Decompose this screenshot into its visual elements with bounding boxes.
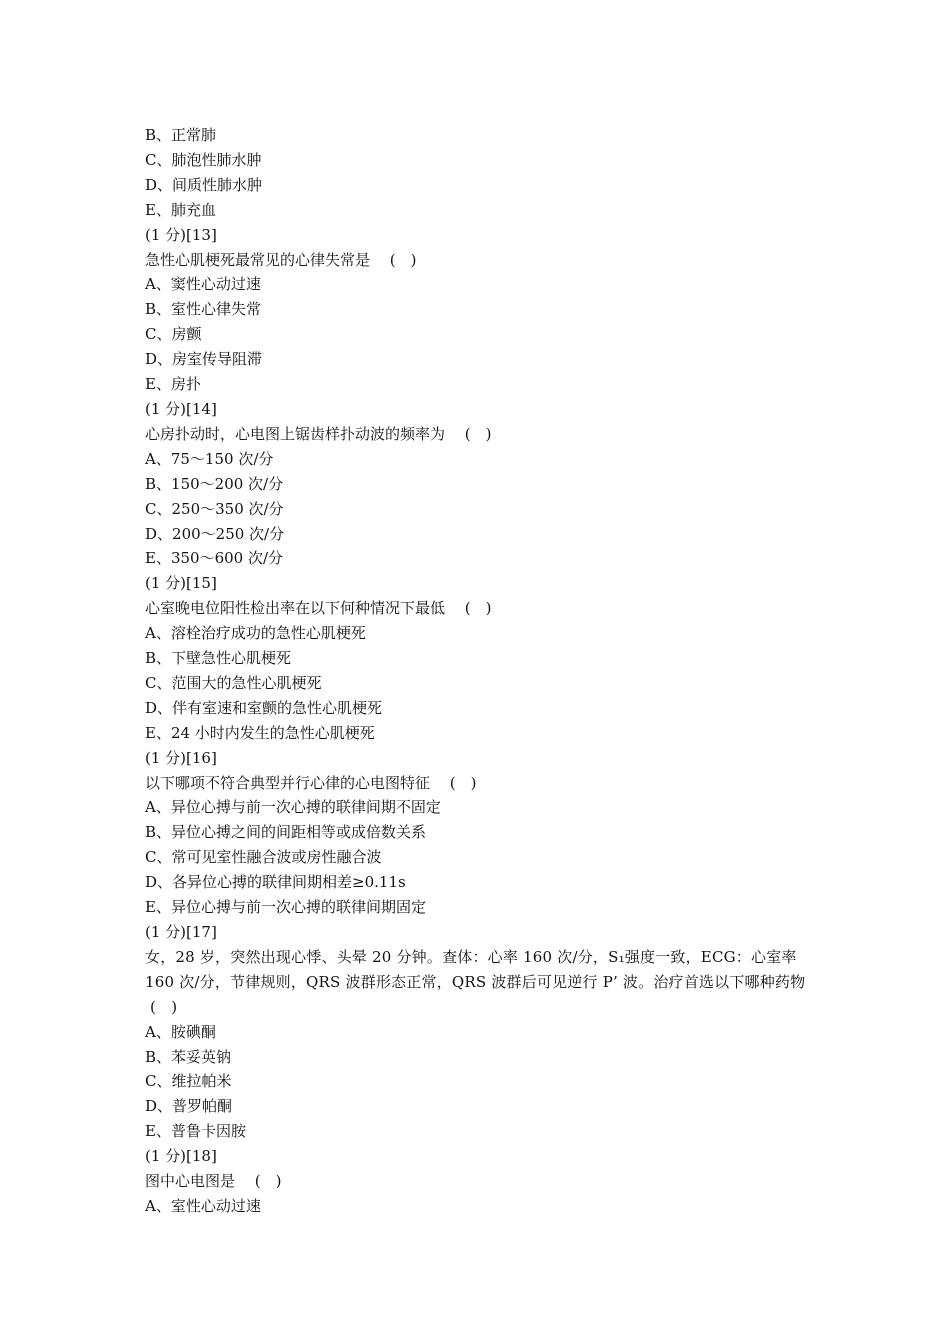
question-number: (1 分)[14] [145,399,217,418]
option-line: D、伴有室速和室颤的急性心肌梗死 [145,698,383,717]
question-number: (1 分)[16] [145,748,217,767]
question-stem-17 [145,945,810,1020]
option-line: B、正常肺 [145,126,217,144]
option-line: C、250～350 次/分 [145,499,284,518]
question-stem: 急性心肌梗死最常见的心律失常是 ( ) [145,250,417,269]
question-number: (1 分)[18] [145,1147,217,1166]
option-line: B、苯妥英钠 [145,1047,232,1066]
option-line: B、室性心律失常 [145,300,262,319]
question-stem: 以下哪项不符合典型并行心律的心电图特征 ( ) [145,773,477,792]
option-line: A、胺碘酮 [145,1022,216,1041]
option-line: D、普罗帕酮 [145,1097,233,1116]
option-line: E、房扑 [145,375,201,394]
option-line: D、各异位心搏的联律间期相差≥0.11s [145,873,406,892]
option-line: B、150～200 次/分 [145,474,284,493]
option-line: C、房颤 [145,325,202,344]
question-number: (1 分)[17] [145,923,217,941]
option-line: B、下壁急性心肌梗死 [145,649,292,668]
option-line: D、间质性肺水肿 [145,175,263,194]
option-line: E、肺充血 [145,200,216,219]
option-line: A、室性心动过速 [145,1196,261,1215]
question-block-1 [145,123,810,945]
document-page [145,123,810,1219]
question-block-2 [145,1020,810,1219]
option-line: A、75～150 次/分 [145,449,274,468]
option-line: C、肺泡性肺水肿 [145,150,262,169]
question-stem-17-text: 女，28 岁，突然出现心悸、头晕 20 分钟。查体：心率 160 次/分，S₁强度一致，ECG：心室率 160 次/分，节律规则，QRS 波群形态正常，QRS 波群后可见逆行 P’ 波。治疗首选以下哪种药物 [145,947,806,991]
option-line: A、异位心搏与前一次心搏的联律间期不固定 [145,798,441,817]
option-line: C、范围大的急性心肌梗死 [145,673,322,692]
option-line: C、常可见室性融合波或房性融合波 [145,848,382,867]
option-line: D、房室传导阻滞 [145,350,263,369]
question-number: (1 分)[13] [145,225,217,244]
question-stem: 心房扑动时，心电图上锯齿样扑动波的频率为 ( ) [145,424,492,443]
option-line: E、24 小时内发生的急性心肌梗死 [145,723,375,742]
question-number: (1 分)[15] [145,574,217,593]
option-line: B、异位心搏之间的间距相等或成倍数关系 [145,823,427,842]
option-line: A、溶栓治疗成功的急性心肌梗死 [145,624,366,643]
question-stem: 心室晚电位阳性检出率在以下何种情况下最低 ( ) [145,599,492,618]
option-line: D、200～250 次/分 [145,524,285,543]
option-line: A、窦性心动过速 [145,275,261,294]
question-stem: 图中心电图是 ( ) [145,1172,282,1191]
option-line: E、普鲁卡因胺 [145,1122,246,1141]
answer-parenthesis: ( ) [149,997,178,1016]
option-line: C、维拉帕米 [145,1072,232,1091]
option-line: E、异位心搏与前一次心搏的联律间期固定 [145,898,426,917]
option-line: E、350～600 次/分 [145,549,284,568]
